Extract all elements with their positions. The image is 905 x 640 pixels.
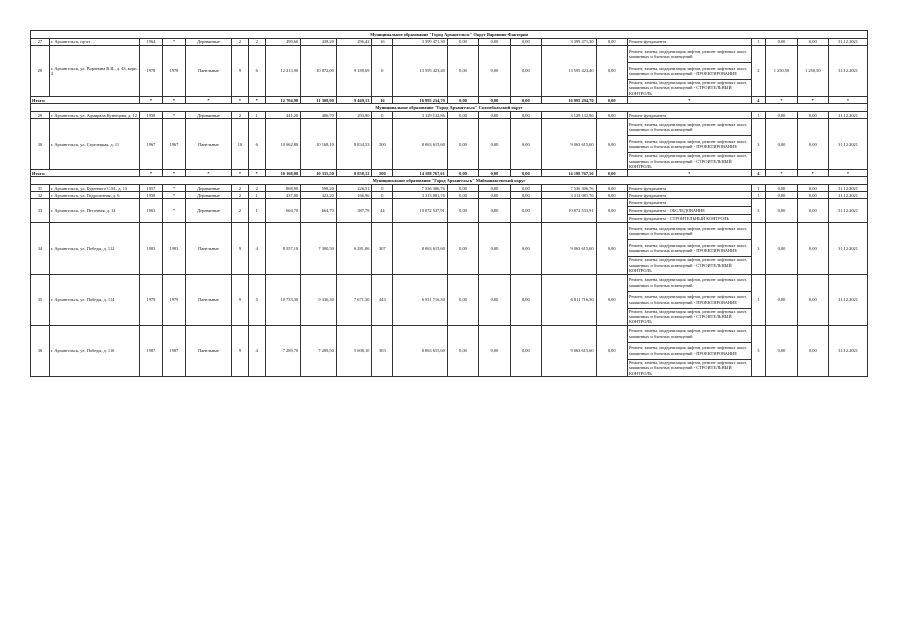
cell-c2: 0,00 xyxy=(479,119,510,170)
cell-addr: г. Архангельск, ул. Стрелецкая, д. 11 xyxy=(49,119,139,170)
cell-c3: 0,00 xyxy=(510,199,541,223)
cell-mat: Деревянные xyxy=(185,39,231,46)
cell-c1: 0,00 xyxy=(447,39,478,46)
cell-mat: Панельные xyxy=(185,223,231,274)
cell-y1: 1979 xyxy=(139,274,162,325)
cell-c4: 0,00 xyxy=(596,39,627,46)
cell-cnt: 1 xyxy=(751,192,766,199)
total-a2: 11 308,00 xyxy=(301,97,337,104)
cell-own: 9 063 615,60 xyxy=(542,223,596,274)
total-c2: 0,00 xyxy=(479,170,510,177)
section-title: Муниципальное образование "Город Архангельск" Округ Варавино-Фактория xyxy=(31,31,868,39)
table-row xyxy=(31,199,868,207)
cell-mat: Панельные xyxy=(185,274,231,325)
total-c1: 0,00 xyxy=(447,170,478,177)
cell-n: 29 xyxy=(31,112,50,119)
total-a3: 9 469,13 xyxy=(336,97,372,104)
cell-fl: 9 xyxy=(232,46,249,97)
cell-work: Ремонт фундамента xyxy=(627,192,751,199)
cell-c3: 0,00 xyxy=(510,112,541,119)
cell-work: Ремонт, замена, модернизация лифтов, ремонт лифтовых шахт, машинных и блочных помещений - ПРОЕКТИРОВАНИЕ xyxy=(627,342,751,359)
cell-work: Ремонт, замена, модернизация лифтов, ремонт лифтовых шахт, машинных и блочных помещений - ПРОЕКТИРОВАНИЕ xyxy=(627,136,751,153)
cell-work: Ремонт, замена, модернизация лифтов, ремонт лифтовых шахт, машинных и блочных помещений - СТРОИТЕЛЬНЫЙ КОНТРОЛЬ xyxy=(627,80,751,97)
cell-a2: 438,20 xyxy=(301,39,337,46)
cell-y2: * xyxy=(162,112,185,119)
cell-a2: 10 168,10 xyxy=(301,119,337,170)
cell-c2: 0,00 xyxy=(479,223,510,274)
cell-fl: 9 xyxy=(232,274,249,325)
cell-c3: 0,00 xyxy=(510,119,541,170)
cell-c2: 0,00 xyxy=(479,199,510,223)
cell-c2: 0,00 xyxy=(479,274,510,325)
cell-c3: 0,00 xyxy=(510,46,541,97)
cell-p: 0 xyxy=(372,46,393,97)
cell-a2: 7 300,50 xyxy=(301,223,337,274)
cell-y2: * xyxy=(162,185,185,192)
cell-s2: 1 250,50 xyxy=(797,46,828,97)
cell-a3: 166,96 xyxy=(336,192,372,199)
total-cnt: 4 xyxy=(751,97,766,104)
cell-addr: г. Архангельск, ул. Победы, д. 112 xyxy=(49,223,139,274)
cell-date: 31.12.2021 xyxy=(829,112,868,119)
section-title-row xyxy=(31,31,868,39)
total-date: * xyxy=(829,170,868,177)
cell-total: 6 811 716,30 xyxy=(393,274,447,325)
cell-total: 3 399 471,30 xyxy=(393,39,447,46)
cell-work: Ремонт фундамента - ОБСЛЕДОВАНИЕ xyxy=(627,207,751,215)
cell-a1: 10 662,80 xyxy=(265,119,301,170)
total-fl: * xyxy=(232,97,249,104)
cell-ent: 5 xyxy=(248,274,265,325)
cell-a3: 5 608,10 xyxy=(336,325,372,376)
cell-work: Ремонт, замена, модернизация лифтов, ремонт лифтовых шахт, машинных и блочных помещений - ПРОЕКТИРОВАНИЕ xyxy=(627,240,751,257)
cell-s1: 0,00 xyxy=(766,199,797,223)
cell-cnt: 3 xyxy=(751,223,766,274)
cell-cnt: 1 xyxy=(751,185,766,192)
table-row xyxy=(31,192,868,199)
total-cnt: 4 xyxy=(751,170,766,177)
total-a3: 8 858,12 xyxy=(336,170,372,177)
cell-c3: 0,00 xyxy=(510,185,541,192)
cell-fl: 9 xyxy=(232,223,249,274)
cell-work: Ремонт, замена, модернизация лифтов, ремонт лифтовых шахт, машинных и блочных помещений - ПРОЕКТИРОВАНИЕ xyxy=(627,63,751,80)
cell-work: Ремонт фундамента - СТРОИТЕЛЬНЫЙ КОНТРОЛЬ xyxy=(627,215,751,223)
total-s1: * xyxy=(766,97,797,104)
table-row xyxy=(31,112,868,119)
cell-y1: 1957 xyxy=(139,185,162,192)
total-y1: * xyxy=(139,97,162,104)
cell-y2: 1987 xyxy=(162,325,185,376)
cell-a2: 406,70 xyxy=(301,112,337,119)
cell-total: 13 595 423,40 xyxy=(393,46,447,97)
cell-ent: 2 xyxy=(248,185,265,192)
cell-a1: 8 357,10 xyxy=(265,223,301,274)
cell-a3: 293,90 xyxy=(336,112,372,119)
cell-a1: 12 213,90 xyxy=(265,46,301,97)
cell-work: Ремонт, замена, модернизация лифтов, ремонт лифтовых шахт, машинных и блочных помещений xyxy=(627,274,751,291)
total-mat: * xyxy=(185,170,231,177)
cell-cnt: 1 xyxy=(751,39,766,46)
cell-ent: 1 xyxy=(248,112,265,119)
cell-date: 31.12.2021 xyxy=(829,39,868,46)
cell-ent: 6 xyxy=(248,46,265,97)
cell-p: 307 xyxy=(372,223,393,274)
table-row xyxy=(31,46,868,63)
cell-total: 8 063 615,60 xyxy=(393,223,447,274)
cell-s2: 0,00 xyxy=(797,39,828,46)
total-y2: * xyxy=(162,97,185,104)
total-a1: 10 168,00 xyxy=(265,170,301,177)
section-title-row xyxy=(31,177,868,185)
cell-c1: 0,00 xyxy=(447,185,478,192)
cell-s1: 0,00 xyxy=(766,223,797,274)
total-mat: * xyxy=(185,97,231,104)
table-row xyxy=(31,185,868,192)
cell-date: 31.12.2021 xyxy=(829,325,868,376)
total-own: 14 188 767,56 xyxy=(542,170,596,177)
total-date: * xyxy=(829,97,868,104)
total-s2: * xyxy=(797,97,828,104)
cell-p: 16 xyxy=(372,39,393,46)
cell-p: 44 xyxy=(372,199,393,223)
total-s2: * xyxy=(797,170,828,177)
cell-s1: 1 250,50 xyxy=(766,46,797,97)
cell-date: 31.12.2021 xyxy=(829,119,868,170)
cell-y2: * xyxy=(162,192,185,199)
cell-work: Ремонт, замена, модернизация лифтов, ремонт лифтовых шахт, машинных и блочных помещений - ПРОЕКТИРОВАНИЕ xyxy=(627,291,751,308)
cell-a1: 7 289,70 xyxy=(265,325,301,376)
cell-date: 31.12.2021 xyxy=(829,199,868,223)
cell-a2: 7 289,50 xyxy=(301,325,337,376)
cell-y2: 1967 xyxy=(162,119,185,170)
cell-own: 3 399 471,30 xyxy=(542,39,596,46)
cell-a1: 437,00 xyxy=(265,192,301,199)
cell-n: 30 xyxy=(31,119,50,170)
cell-cnt: 3 xyxy=(751,199,766,223)
cell-total: 8 063 615,60 xyxy=(393,325,447,376)
total-row xyxy=(31,97,868,104)
cell-c4: 0,00 xyxy=(596,46,627,97)
cell-c4: 0,00 xyxy=(596,325,627,376)
cell-c4: 0,00 xyxy=(596,112,627,119)
cell-date: 31.12.2021 xyxy=(829,185,868,192)
total-c2: 0,00 xyxy=(479,97,510,104)
capital-repair-table xyxy=(30,30,868,377)
total-c4: 0,00 xyxy=(596,97,627,104)
cell-total: 7 536 306,76 xyxy=(393,185,447,192)
total-c3: 0,00 xyxy=(510,97,541,104)
cell-s1: 0,00 xyxy=(766,39,797,46)
cell-ent: 1 xyxy=(248,199,265,223)
cell-y1: 1958 xyxy=(139,112,162,119)
cell-n: 28 xyxy=(31,46,50,97)
cell-n: 32 xyxy=(31,192,50,199)
cell-c2: 0,00 xyxy=(479,39,510,46)
cell-date: 31.12.2021 xyxy=(829,192,868,199)
total-own: 16 995 294,70 xyxy=(542,97,596,104)
cell-work: Ремонт фундамента xyxy=(627,112,751,119)
cell-n: 36 xyxy=(31,325,50,376)
cell-a1: 664,70 xyxy=(265,199,301,223)
cell-fl: 2 xyxy=(232,112,249,119)
cell-c3: 0,00 xyxy=(510,192,541,199)
cell-ent: 1 xyxy=(248,192,265,199)
cell-c4: 0,00 xyxy=(596,199,627,223)
cell-cnt: 1 xyxy=(751,274,766,325)
cell-work: Ремонт фундамента xyxy=(627,185,751,192)
section-title: Муниципальное образование "Город Архангельск" Майманаксенский округ xyxy=(31,177,868,185)
cell-c1: 0,00 xyxy=(447,46,478,97)
cell-date: 31.12.2021 xyxy=(829,46,868,97)
cell-a3: 6 281,06 xyxy=(336,223,372,274)
cell-ent: 6 xyxy=(248,119,265,170)
cell-ent: 2 xyxy=(248,39,265,46)
table-row xyxy=(31,39,868,46)
cell-c2: 0,00 xyxy=(479,192,510,199)
cell-work: Ремонт, замена, модернизация лифтов, ремонт лифтовых шахт, машинных и блочных помещений xyxy=(627,46,751,63)
cell-s2: 0,00 xyxy=(797,223,828,274)
total-a1: 12 704,90 xyxy=(265,97,301,104)
cell-p: 0 xyxy=(372,192,393,199)
cell-c4: 0,00 xyxy=(596,119,627,170)
cell-cnt: 2 xyxy=(751,46,766,97)
total-total: 14 188 767,61 xyxy=(393,170,447,177)
cell-c1: 0,00 xyxy=(447,112,478,119)
cell-p: 443 xyxy=(372,274,393,325)
cell-work: Ремонт, замена, модернизация лифтов, ремонт лифтовых шахт, машинных и блочных помещений xyxy=(627,325,751,342)
cell-y2: * xyxy=(162,39,185,46)
cell-c1: 0,00 xyxy=(447,199,478,223)
cell-cnt: 1 xyxy=(751,112,766,119)
cell-c4: 0,00 xyxy=(596,223,627,274)
cell-c1: 0,00 xyxy=(447,192,478,199)
cell-s2: 0,00 xyxy=(797,325,828,376)
total-s1: * xyxy=(766,170,797,177)
cell-total: 10 872 537,91 xyxy=(393,199,447,223)
cell-own: 3 313 081,76 xyxy=(542,192,596,199)
cell-y1: 1983 xyxy=(139,223,162,274)
cell-s2: 0,00 xyxy=(797,119,828,170)
cell-fl: 2 xyxy=(232,192,249,199)
cell-own: 10 872 533,91 xyxy=(542,199,596,223)
cell-own: 3 129 132,86 xyxy=(542,112,596,119)
cell-p: 0 xyxy=(372,185,393,192)
cell-s2: 0,00 xyxy=(797,192,828,199)
cell-y1: 1967 xyxy=(139,119,162,170)
cell-c2: 0,00 xyxy=(479,46,510,97)
cell-p: 303 xyxy=(372,325,393,376)
cell-work: Ремонт, замена, модернизация лифтов, ремонт лифтовых шахт, машинных и блочных помещений xyxy=(627,119,751,136)
cell-work: Ремонт фундамента xyxy=(627,39,751,46)
cell-n: 33 xyxy=(31,199,50,223)
cell-a1: 868,90 xyxy=(265,185,301,192)
cell-c3: 0,00 xyxy=(510,39,541,46)
total-works: * xyxy=(627,97,751,104)
total-row xyxy=(31,170,868,177)
total-p: 500 xyxy=(372,170,393,177)
cell-mat: Панельные xyxy=(185,325,231,376)
cell-a1: 441,20 xyxy=(265,112,301,119)
cell-c4: 0,00 xyxy=(596,192,627,199)
cell-s1: 0,00 xyxy=(766,185,797,192)
total-label: Итого: xyxy=(31,170,140,177)
section-title-row xyxy=(31,104,868,112)
cell-total: 3 313 081,76 xyxy=(393,192,447,199)
cell-n: 35 xyxy=(31,274,50,325)
cell-fl: 2 xyxy=(232,39,249,46)
cell-a1: 10 733,30 xyxy=(265,274,301,325)
cell-own: 13 595 423,40 xyxy=(542,46,596,97)
cell-n: 31 xyxy=(31,185,50,192)
cell-s2: 0,00 xyxy=(797,199,828,223)
cell-addr: г. Архангельск, пр-кт ... xyxy=(49,39,139,46)
cell-mat: Деревянные xyxy=(185,199,231,223)
cell-mat: Деревянные xyxy=(185,192,231,199)
section-title: Муниципальное образование "Город Архангельск" Соломбальский округ xyxy=(31,104,868,112)
total-c1: 0,00 xyxy=(447,97,478,104)
cell-fl: 2 xyxy=(232,199,249,223)
cell-mat: Деревянные xyxy=(185,185,231,192)
cell-s1: 0,00 xyxy=(766,325,797,376)
cell-fl: 9 xyxy=(232,325,249,376)
cell-y2: 1979 xyxy=(162,274,185,325)
cell-a3: 296,42 xyxy=(336,39,372,46)
cell-a3: 8 834,33 xyxy=(336,119,372,170)
cell-addr: г. Архангельск, ул. Победы, д. 114 xyxy=(49,274,139,325)
cell-a2: 10 872,00 xyxy=(301,46,337,97)
cell-addr: г. Архангельск, ул. Воронина В.И., д. 43, корп. 3 xyxy=(49,46,139,97)
cell-s1: 0,00 xyxy=(766,112,797,119)
cell-mat: Панельные xyxy=(185,119,231,170)
cell-c2: 0,00 xyxy=(479,112,510,119)
cell-fl: 10 xyxy=(232,119,249,170)
cell-a2: 423,20 xyxy=(301,192,337,199)
cell-total: 3 129 132,86 xyxy=(393,112,447,119)
cell-addr: г. Архангельск, ул. Адмирала Кузнецова, д. 12 xyxy=(49,112,139,119)
cell-c4: 0,00 xyxy=(596,274,627,325)
cell-a3: 387,78 xyxy=(336,199,372,223)
cell-ent: 4 xyxy=(248,223,265,274)
cell-c1: 0,00 xyxy=(447,119,478,170)
cell-total: 8 063 615,60 xyxy=(393,119,447,170)
cell-c3: 0,00 xyxy=(510,274,541,325)
cell-p: 0 xyxy=(372,112,393,119)
cell-y1: 1963 xyxy=(139,199,162,223)
cell-own: 9 063 615,60 xyxy=(542,119,596,170)
total-total: 16 995 234,70 xyxy=(393,97,447,104)
total-a2: 10 335,50 xyxy=(301,170,337,177)
cell-c1: 0,00 xyxy=(447,274,478,325)
cell-mat: Деревянные xyxy=(185,112,231,119)
total-label: Итого: xyxy=(31,97,140,104)
cell-c2: 0,00 xyxy=(479,325,510,376)
table-row xyxy=(31,223,868,240)
cell-c3: 0,00 xyxy=(510,223,541,274)
cell-s1: 0,00 xyxy=(766,274,797,325)
cell-fl: 2 xyxy=(232,185,249,192)
cell-y2: 1978 xyxy=(162,46,185,97)
cell-p: 500 xyxy=(372,119,393,170)
cell-s2: 0,00 xyxy=(797,185,828,192)
cell-addr: г. Архангельск, ул. Гидролизная, д. 6 xyxy=(49,192,139,199)
cell-own: 9 063 615,60 xyxy=(542,325,596,376)
cell-c3: 0,00 xyxy=(510,325,541,376)
total-ent: * xyxy=(248,170,265,177)
cell-own: 6 811 716,30 xyxy=(542,274,596,325)
cell-s2: 0,00 xyxy=(797,112,828,119)
cell-s2: 0,00 xyxy=(797,274,828,325)
cell-work: Ремонт, замена, модернизация лифтов, ремонт лифтовых шахт, машинных и блочных помещений - СТРОИТЕЛЬНЫЙ КОНТРОЛЬ xyxy=(627,257,751,274)
table-row xyxy=(31,119,868,136)
cell-a3: 226,51 xyxy=(336,185,372,192)
cell-addr: г. Архангельск, ул. Победы, д. 116 xyxy=(49,325,139,376)
cell-c4: 0,00 xyxy=(596,185,627,192)
cell-s1: 0,00 xyxy=(766,119,797,170)
cell-date: 31.12.2021 xyxy=(829,223,868,274)
cell-cnt: 3 xyxy=(751,119,766,170)
total-ent: * xyxy=(248,97,265,104)
total-works: * xyxy=(627,170,751,177)
total-y2: * xyxy=(162,170,185,177)
cell-own: 7 536 306,76 xyxy=(542,185,596,192)
cell-a2: 9 336,30 xyxy=(301,274,337,325)
cell-y1: 1978 xyxy=(139,46,162,97)
total-c4: 0,00 xyxy=(596,170,627,177)
cell-cnt: 3 xyxy=(751,325,766,376)
cell-y1: 1987 xyxy=(139,325,162,376)
cell-date: 31.12.2021 xyxy=(829,274,868,325)
cell-work: Ремонт, замена, модернизация лифтов, ремонт лифтовых шахт, машинных и блочных помещений xyxy=(627,223,751,240)
table-row xyxy=(31,274,868,291)
cell-work: Ремонт фундамента xyxy=(627,199,751,207)
cell-n: 34 xyxy=(31,223,50,274)
cell-a2: 598,20 xyxy=(301,185,337,192)
cell-a3: 9 189,69 xyxy=(336,46,372,97)
cell-c2: 0,00 xyxy=(479,185,510,192)
cell-a3: 7 671,30 xyxy=(336,274,372,325)
total-fl: * xyxy=(232,170,249,177)
cell-y2: 1983 xyxy=(162,223,185,274)
cell-y1: 1964 xyxy=(139,39,162,46)
cell-s1: 0,00 xyxy=(766,192,797,199)
cell-c1: 0,00 xyxy=(447,325,478,376)
cell-y2: * xyxy=(162,199,185,223)
cell-ent: 4 xyxy=(248,325,265,376)
total-c3: 0,00 xyxy=(510,170,541,177)
cell-addr: г. Архангельск, ул. Буденного С.М., д. 13 xyxy=(49,185,139,192)
cell-mat: Панельные xyxy=(185,46,231,97)
cell-work: Ремонт, замена, модернизация лифтов, ремонт лифтовых шахт, машинных и блочных помещений - СТРОИТЕЛЬНЫЙ КОНТРОЛЬ xyxy=(627,359,751,376)
cell-a2: 664,70 xyxy=(301,199,337,223)
cell-n: 27 xyxy=(31,39,50,46)
table-row xyxy=(31,325,868,342)
document-sheet xyxy=(30,30,868,377)
total-p: 16 xyxy=(372,97,393,104)
total-y1: * xyxy=(139,170,162,177)
cell-work: Ремонт, замена, модернизация лифтов, ремонт лифтовых шахт, машинных и блочных помещений - СТРОИТЕЛЬНЫЙ КОНТРОЛЬ xyxy=(627,153,751,170)
cell-a1: 499,60 xyxy=(265,39,301,46)
cell-work: Ремонт, замена, модернизация лифтов, ремонт лифтовых шахт, машинных и блочных помещений - СТРОИТЕЛЬНЫЙ КОНТРОЛЬ xyxy=(627,308,751,325)
cell-addr: г. Архангельск, ул. Песочная, д. 14 xyxy=(49,199,139,223)
cell-c1: 0,00 xyxy=(447,223,478,274)
cell-y1: 1958 xyxy=(139,192,162,199)
